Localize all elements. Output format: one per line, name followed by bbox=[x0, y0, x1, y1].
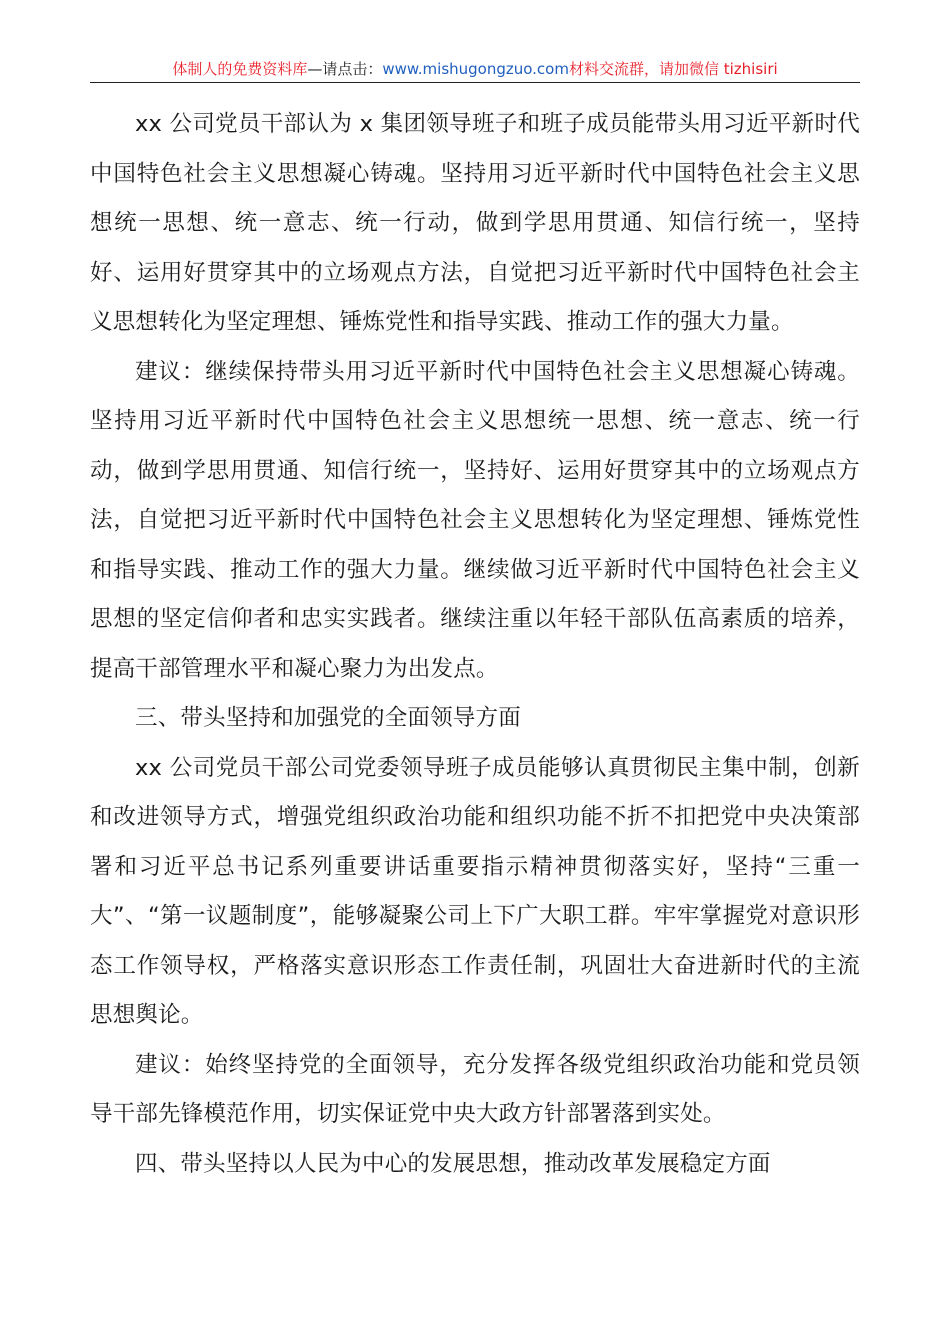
header-separator-text: —请点击： bbox=[307, 60, 383, 78]
paragraph-suggestion-1: 建议：继续保持带头用习近平新时代中国特色社会主义思想凝心铸魂。坚持用习近平新时代中国特色社会主义思想统一思想、统一意志、统一行动，做到学思用贯通、知信行统一，坚持好、运用好贯穿其中的立场观点方法，自觉把习近平新时代中国特色社会主义思想转化为坚定理想、锤炼党性和指导实践、推动工作的强大力量。继续做习近平新时代中国特色社会主义思想的坚定信仰者和忠实实践者。继续注重以年轻干部队伍高素质的培养，提高干部管理水平和凝心聚力为出发点。 bbox=[90, 358, 860, 682]
header-website-link[interactable]: www.mishugongzuo.com bbox=[382, 60, 569, 78]
section-heading-3: 三、带头坚持和加强党的全面领导方面 bbox=[135, 705, 521, 731]
header-wechat-text: 材料交流群，请加微信 tizhisiri bbox=[568, 60, 778, 78]
paragraph-evaluation-2: xx 公司党员干部公司党委领导班子成员能够认真贯彻民主集中制，创新和改进领导方式，增强党组织政治功能和组织功能不折不扣把党中央决策部署和习近平总书记系列重要讲话重要指示精神贯彻落实好，坚持“三重一大”、“第一议题制度”，能够凝聚公司上下广大职工群。牢牢掌握党对意识形态工作领导权，严格落实意识形态工作责任制，巩固壮大奋进新时代的主流思想舆论。 bbox=[90, 754, 860, 1028]
paragraph-evaluation-1: xx 公司党员干部认为 x 集团领导班子和班子成员能带头用习近平新时代中国特色社会主义思想凝心铸魂。坚持用习近平新时代中国特色社会主义思想统一思想、统一意志、统一行动，做到学思用贯通、知信行统一，坚持好、运用好贯穿其中的立场观点方法，自觉把习近平新时代中国特色社会主义思想转化为坚定理想、锤炼党性和指导实践、推动工作的强大力量。 bbox=[90, 111, 860, 335]
paragraph-suggestion-2: 建议：始终坚持党的全面领导，充分发挥各级党组织政治功能和党员领导干部先锋模范作用，切实保证党中央大政方针部署落到实处。 bbox=[90, 1051, 860, 1127]
document-body bbox=[90, 100, 860, 1189]
section-heading-4: 四、带头坚持以人民为中心的发展思想，推动改革发展稳定方面 bbox=[135, 1150, 771, 1177]
header-divider bbox=[90, 82, 860, 83]
header-brand-text: 体制人的免费资料库 bbox=[172, 60, 308, 78]
page-header bbox=[90, 58, 860, 82]
